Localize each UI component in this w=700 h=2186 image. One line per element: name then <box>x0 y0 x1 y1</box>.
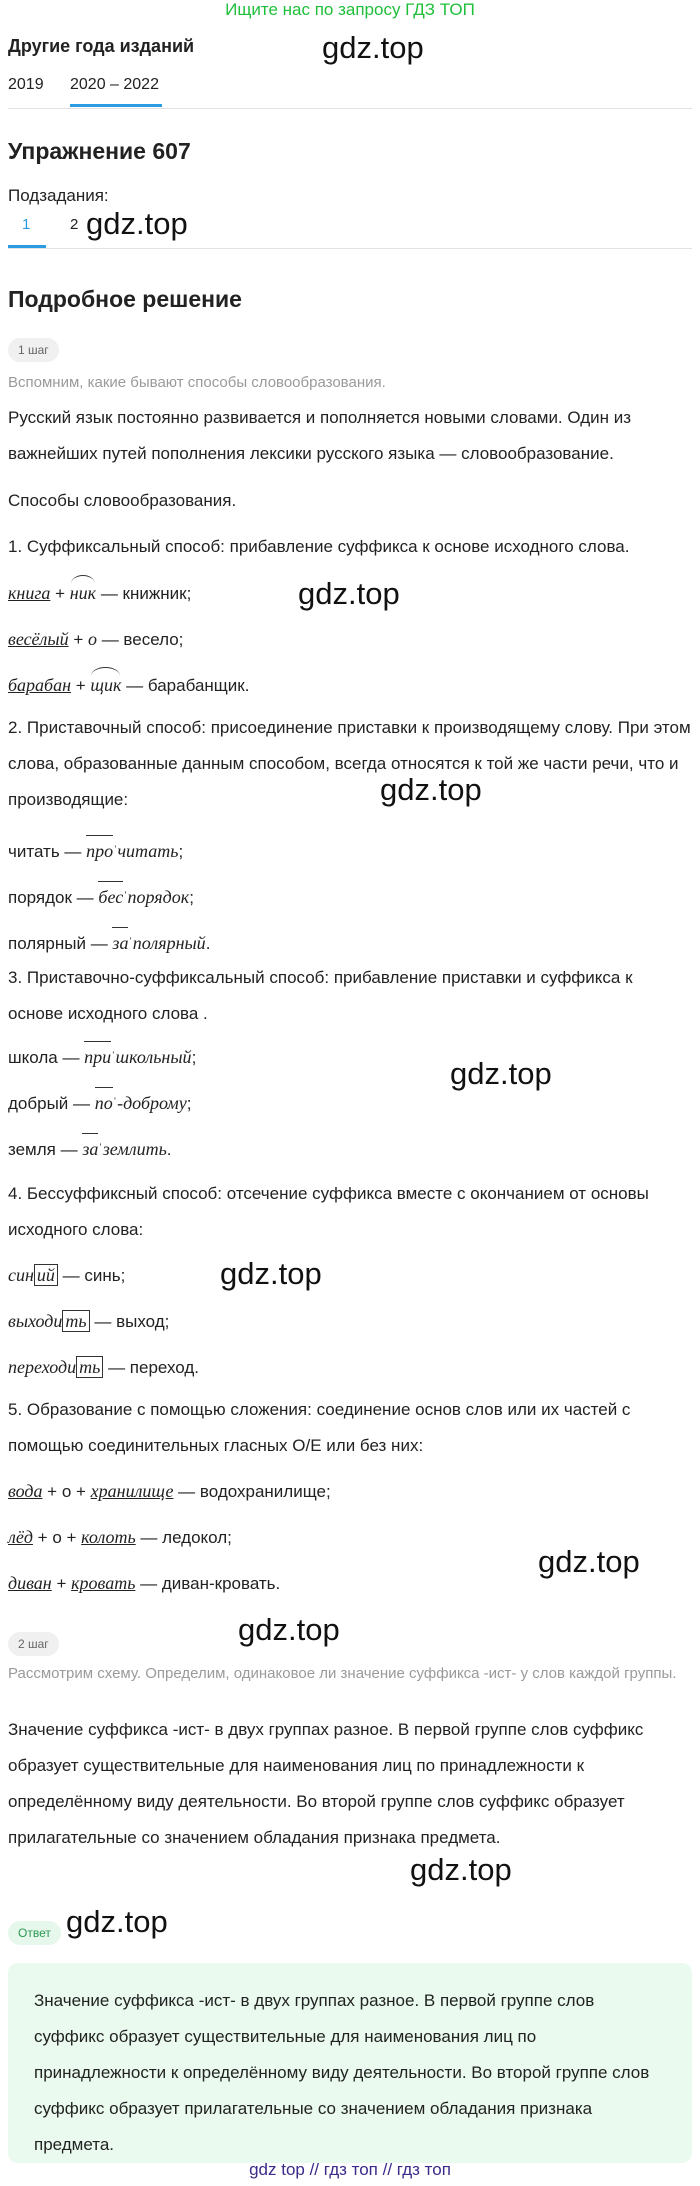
watermark: gdz.top <box>410 1852 512 1887</box>
example-line <box>8 1308 169 1335</box>
method-4-title: 4. Бессуффиксный способ: отсечение суффикса вместе с окончанием от основы исходного слова: <box>8 1184 649 1239</box>
example-result: — выход; <box>89 1312 170 1331</box>
punct: ; <box>189 888 194 907</box>
subtasks-label: Подзадания: <box>8 186 109 205</box>
example-line: книга + ник — книжник; <box>8 580 191 607</box>
subtask-tab-2[interactable]: 2 <box>70 216 79 233</box>
example-result: — барабанщик. <box>121 676 250 695</box>
example-line <box>8 1478 331 1505</box>
punct: . <box>166 1140 172 1159</box>
punct: . <box>205 934 211 953</box>
watermark: gdz.top <box>322 30 424 65</box>
example-source: читать — <box>8 842 87 861</box>
answer-box <box>8 1963 692 2163</box>
example-line: полярный — $за^ˈполярный$. <box>8 930 210 957</box>
answer-badge: Ответ <box>8 1921 61 1945</box>
watermark: gdz.top <box>298 576 400 611</box>
example-rest: -доброму <box>117 1093 187 1113</box>
step-1-hint: Вспомним, какие бывают способы словообразования. <box>8 374 386 391</box>
example-result: — водохранилище; <box>173 1482 331 1501</box>
example-line: порядок — бес$^ˈ$порядок; <box>8 884 194 911</box>
watermark: gdz.top <box>380 772 482 807</box>
example-base: барабан <box>8 675 72 695</box>
active-year-indicator <box>70 104 162 107</box>
example-source: добрый — <box>8 1094 95 1113</box>
example-result: — весело; <box>96 630 184 649</box>
step-2-hint: Рассмотрим схему. Определим, одинаковое ли значение суффикса -ист- у слов каждой группы. <box>8 1665 677 1682</box>
search-banner: Ищите нас по запросу ГДЗ ТОП <box>225 0 475 19</box>
divider <box>8 248 692 249</box>
example-result: — переход. <box>103 1358 200 1377</box>
example-source: порядок — <box>8 888 99 907</box>
punct: ; <box>191 1048 197 1067</box>
example-source: школа — <box>8 1048 85 1067</box>
step-1-badge: 1 шаг <box>8 338 59 362</box>
punct: ; <box>186 1094 192 1113</box>
example-cut: ий <box>34 1264 58 1286</box>
step-2-text: Значение суффикса -ист- в двух группах разное. В первой группе слов суффикс образует существительные для наименования лиц по принадлежности к определённому виду деятельности. Во второй группе слов суффикс образует прилагательные со значением обладания признака предмета. <box>8 1720 644 1847</box>
example-result: — ледокол; <box>135 1528 232 1547</box>
example-line: весёлый + о — весело; <box>8 629 184 649</box>
example-rest: землить <box>102 1139 167 1159</box>
watermark: gdz.top <box>450 1056 552 1091</box>
example-suffix: щик <box>90 672 121 698</box>
example-base: книга <box>8 583 51 603</box>
method-1-title: 1. Суффиксальный способ: прибавление суффикса к основе исходного слова. <box>8 537 630 556</box>
example-base: выходи <box>8 1311 63 1331</box>
connector: + <box>51 1574 72 1593</box>
example-result: — синь; <box>57 1266 126 1285</box>
example-base: вода <box>8 1481 43 1501</box>
example-result: — диван-кровать. <box>135 1574 281 1593</box>
answer-text: Значение суффикса -ист- в двух группах разное. В первой группе слов суффикс образует существительные для наименования лиц по принадлежности к определённому виду деятельности. Во второй группе слов суффикс образует прилагательные со значением обладания признака предмета. <box>34 1991 650 2154</box>
punct: ; <box>178 842 184 861</box>
example-line: барабан + щик — барабанщик. <box>8 672 249 699</box>
example-source: земля — <box>8 1140 83 1159</box>
intro-paragraph: Русский язык постоянно развивается и пополняется новыми словами. Один из важнейших путей пополнения лексики русского языка — словообразование. <box>8 408 632 463</box>
example-rest: школьный <box>115 1047 192 1067</box>
method-3-title: 3. Приставочно-суффиксальный способ: прибавление приставки и суффикса к основе исходного слова . <box>8 968 633 1023</box>
example-base-2: хранилище <box>90 1481 174 1501</box>
subtask-tab-1[interactable]: 1 <box>22 216 31 233</box>
example-base: син <box>8 1265 34 1285</box>
example-line <box>8 1262 125 1289</box>
example-cut: ть <box>76 1356 103 1378</box>
connector: + о + <box>42 1482 91 1501</box>
exercise-title: Упражнение 607 <box>8 138 191 164</box>
watermark: gdz.top <box>66 1904 168 1939</box>
example-suffix: о <box>87 629 97 649</box>
example-line: школа — при$^ˈ$школьный; <box>8 1044 196 1071</box>
step-2-badge: 2 шаг <box>8 1632 59 1656</box>
example-rest: читать <box>117 841 179 861</box>
year-tab-2020-2022[interactable]: 2020 – 2022 <box>70 76 159 93</box>
ways-title: Способы словообразования. <box>8 491 237 510</box>
watermark: gdz.top <box>220 1256 322 1291</box>
watermark: gdz.top <box>538 1544 640 1579</box>
example-line <box>8 1354 199 1381</box>
example-base: переходи <box>8 1357 77 1377</box>
example-base-2: кровать <box>71 1573 136 1593</box>
connector: + о + <box>32 1528 82 1547</box>
example-prefix: про <box>86 838 113 864</box>
example-prefix: по <box>95 1090 113 1116</box>
example-prefix: за <box>82 1136 98 1162</box>
example-prefix: бес <box>98 884 123 910</box>
method-2-title: 2. Приставочный способ: присоединение приставки к производящему слову. При этом слова, образованные данным способом, всегда относятся к той же части речи, что и производящие: <box>8 718 691 809</box>
example-base: весёлый <box>8 629 69 649</box>
example-line: земля — $за^ˈземлить$. <box>8 1136 172 1163</box>
example-rest: полярный <box>132 933 206 953</box>
example-result: — книжник; <box>96 584 192 603</box>
solution-title: Подробное решение <box>8 286 242 312</box>
example-prefix: за <box>112 930 128 956</box>
example-base: лёд <box>8 1527 33 1547</box>
example-line <box>8 1570 280 1597</box>
example-line <box>8 1524 232 1551</box>
example-rest: порядок <box>127 887 190 907</box>
year-tab-2019[interactable]: 2019 <box>8 76 44 93</box>
example-prefix: при <box>84 1044 111 1070</box>
example-base: диван <box>8 1573 52 1593</box>
example-source: полярный — <box>8 934 113 953</box>
watermark: gdz.top <box>238 1612 340 1647</box>
example-suffix: ник <box>70 580 96 606</box>
method-5-title: 5. Образование с помощью сложения: соединение основ слов или их частей с помощью соединительных гласных О/Е или без них: <box>8 1400 631 1455</box>
example-line: читать — про$^ˈ$читать; <box>8 838 183 865</box>
footer-watermark: gdz top // гдз топ // гдз топ <box>249 2160 451 2179</box>
example-base-2: колоть <box>81 1527 136 1547</box>
example-line: добрый — $по^ˈ$-доброму; <box>8 1090 192 1117</box>
example-cut: ть <box>62 1310 89 1332</box>
other-years-title: Другие года изданий <box>8 36 195 56</box>
watermark: gdz.top <box>86 206 188 241</box>
divider <box>8 108 692 109</box>
